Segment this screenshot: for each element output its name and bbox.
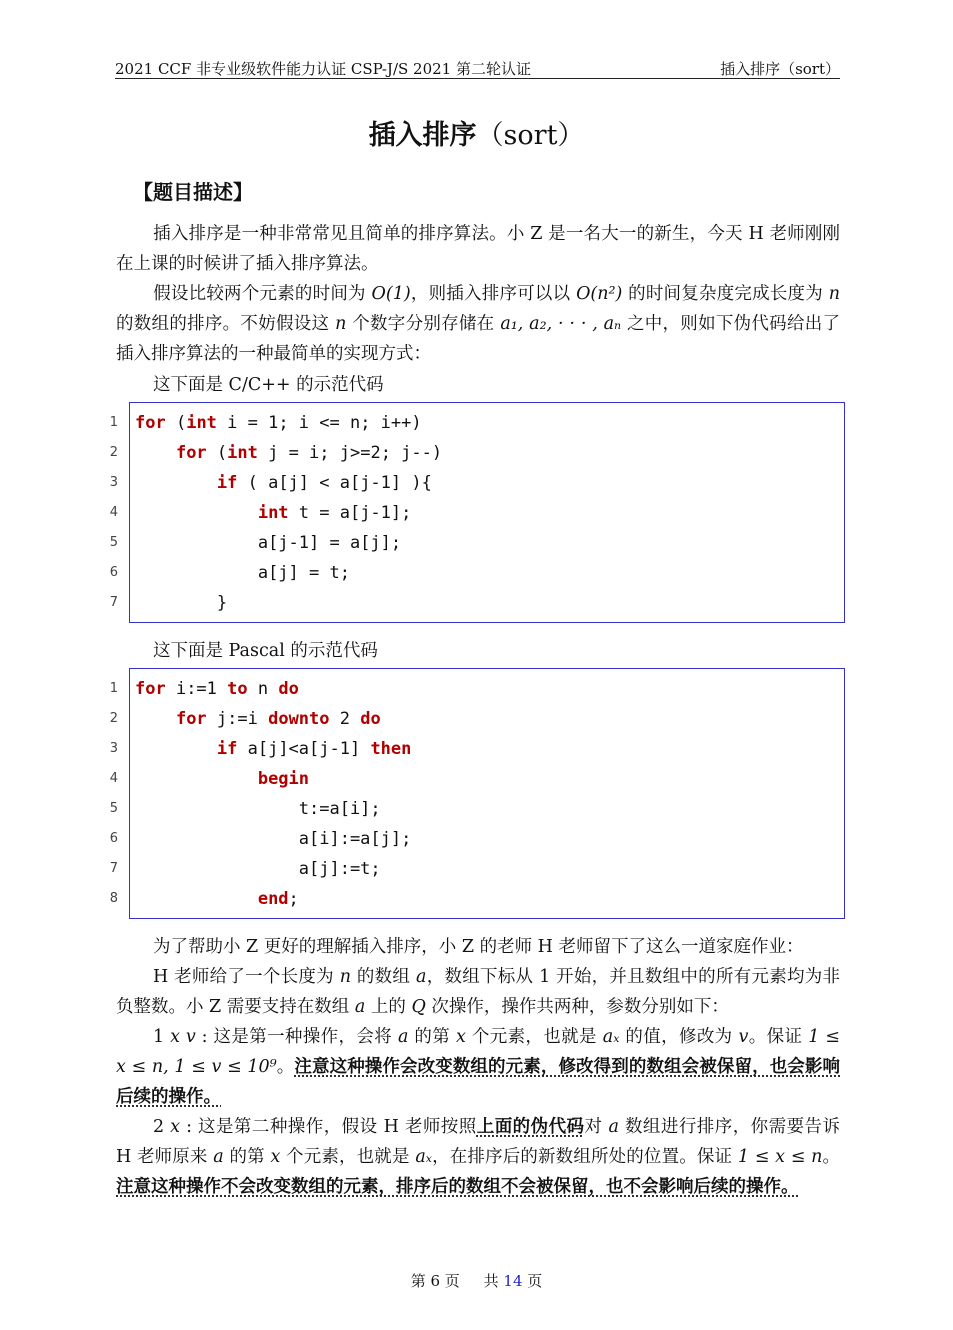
paragraph-1-text: 插入排序是一种非常常见且简单的排序算法。小 Z 是一名大一的新生，今天 H 老师刚刚在上课的时候讲了插入排序算法。 xyxy=(116,224,840,274)
c-code-caption: 这下面是 C/C++ 的示范代码 xyxy=(153,375,384,395)
code-line: for (int j = i; j>=2; j--) xyxy=(175,443,443,463)
code-line: t:=a[i]; xyxy=(298,799,381,819)
line-number: 1 xyxy=(109,681,118,696)
code-line: int t = a[j-1]; xyxy=(257,503,412,523)
pascal-code-caption: 这下面是 Pascal 的示范代码 xyxy=(153,641,378,661)
page-footer: 第 6 页 共 14 页 xyxy=(410,1272,543,1290)
code-line: a[j] = t; xyxy=(257,563,350,583)
paragraph-3 xyxy=(116,932,840,962)
header-problem-name: 插入排序（sort） xyxy=(720,60,840,78)
line-number: 3 xyxy=(109,741,118,756)
section-heading: 【题目描述】 xyxy=(133,180,253,204)
problem-title-cn: 插入排序 xyxy=(368,120,477,151)
page-header xyxy=(115,52,840,79)
line-number: 5 xyxy=(109,535,118,550)
problem-title-ascii: （sort） xyxy=(476,120,585,151)
total-pages-link[interactable]: 14 xyxy=(503,1272,523,1290)
paragraph-6: 2 x : 这是第二种操作，假设 H 老师按照上面的伪代码对 a 数组进行排序，你需要告诉 H 老师原来 a 的第 x 个元素，也就是 aₓ，在排序后的新数组所处的位置。保证 1 ≤ x ≤ n。注意这种操作不会改变数组的元素，排序后的数组不会被保留，也不会影响后续的操作。 xyxy=(116,1117,841,1197)
line-number: 1 xyxy=(109,415,118,430)
code-line: a[i]:=a[j]; xyxy=(298,829,412,849)
paragraph-1 xyxy=(116,219,840,279)
code-line: if a[j]<a[j-1] then xyxy=(216,739,412,759)
paragraph-2: 假设比较两个元素的时间为 O(1)，则插入排序可以以 O(n²) 的时间复杂度完成长度为 n 的数组的排序。不妨假设这 n 个数字分别存储在 a₁, a₂, · · · , aₙ 之中，则如下伪代码给出了插入排序算法的一种最简单的实现方式： xyxy=(116,284,841,364)
line-number: 3 xyxy=(109,475,118,490)
line-number: 2 xyxy=(109,711,118,726)
code-line: } xyxy=(216,593,228,613)
line-number: 2 xyxy=(109,445,118,460)
line-number: 6 xyxy=(109,565,118,580)
math-o1: O(1) xyxy=(371,284,411,304)
line-number: 6 xyxy=(109,831,118,846)
header-contest-title: 2021 CCF 非专业级软件能力认证 CSP-J/S 2021 第二轮认证 xyxy=(115,60,531,78)
code-line: for i:=1 to n do xyxy=(135,679,299,699)
line-number: 5 xyxy=(109,801,118,816)
line-number: 7 xyxy=(109,595,118,610)
code-line: a[j]:=t; xyxy=(298,859,381,879)
code-line: a[j-1] = a[j]; xyxy=(257,533,402,553)
line-number: 4 xyxy=(109,771,118,786)
paragraph-4: H 老师给了一个长度为 n 的数组 a，数组下标从 1 开始，并且数组中的所有元素均为非负整数。小 Z 需要支持在数组 a 上的 Q 次操作，操作共两种，参数分别如下： xyxy=(116,967,840,1017)
problem-title xyxy=(0,113,953,152)
math-n: n xyxy=(335,314,347,334)
paragraph-3-text: 为了帮助小 Z 更好的理解插入排序，小 Z 的老师 H 老师留下了这么一道家庭作业： xyxy=(153,937,804,957)
line-number: 7 xyxy=(109,861,118,876)
emphasis-note-op2: 注意这种操作不会改变数组的元素，排序后的数组不会被保留，也不会影响后续的操作。 xyxy=(116,1177,799,1197)
math-on2: O(n²) xyxy=(576,284,623,304)
line-number: 4 xyxy=(109,505,118,520)
code-line: end; xyxy=(257,889,299,909)
line-number: 8 xyxy=(109,891,118,906)
emphasis-note-op1: 注意这种操作会改变数组的元素，修改得到的数组会被保留，也会影响后续的操作。 xyxy=(116,1057,841,1107)
math-n: n xyxy=(828,284,841,304)
paragraph-5: 1 x v : 这是第一种操作，会将 a 的第 x 个元素，也就是 aₓ 的值，修改为 v。保证 1 ≤ x ≤ n, 1 ≤ v ≤ 10⁹。注意这种操作会改变数组的元素，修改得到的数组会被保留，也会影响后续的操作。 xyxy=(116,1027,841,1107)
code-line: begin xyxy=(257,769,310,789)
emphasis-pseudocode: 上面的伪代码 xyxy=(476,1117,585,1137)
code-line: for j:=i downto 2 do xyxy=(175,709,381,729)
code-line: if ( a[j] < a[j-1] ){ xyxy=(216,473,432,493)
math-array: a₁, a₂, · · · , aₙ xyxy=(500,314,622,334)
code-line: for (int i = 1; i <= n; i++) xyxy=(135,413,422,433)
page-number: 第 6 页 xyxy=(410,1272,460,1290)
